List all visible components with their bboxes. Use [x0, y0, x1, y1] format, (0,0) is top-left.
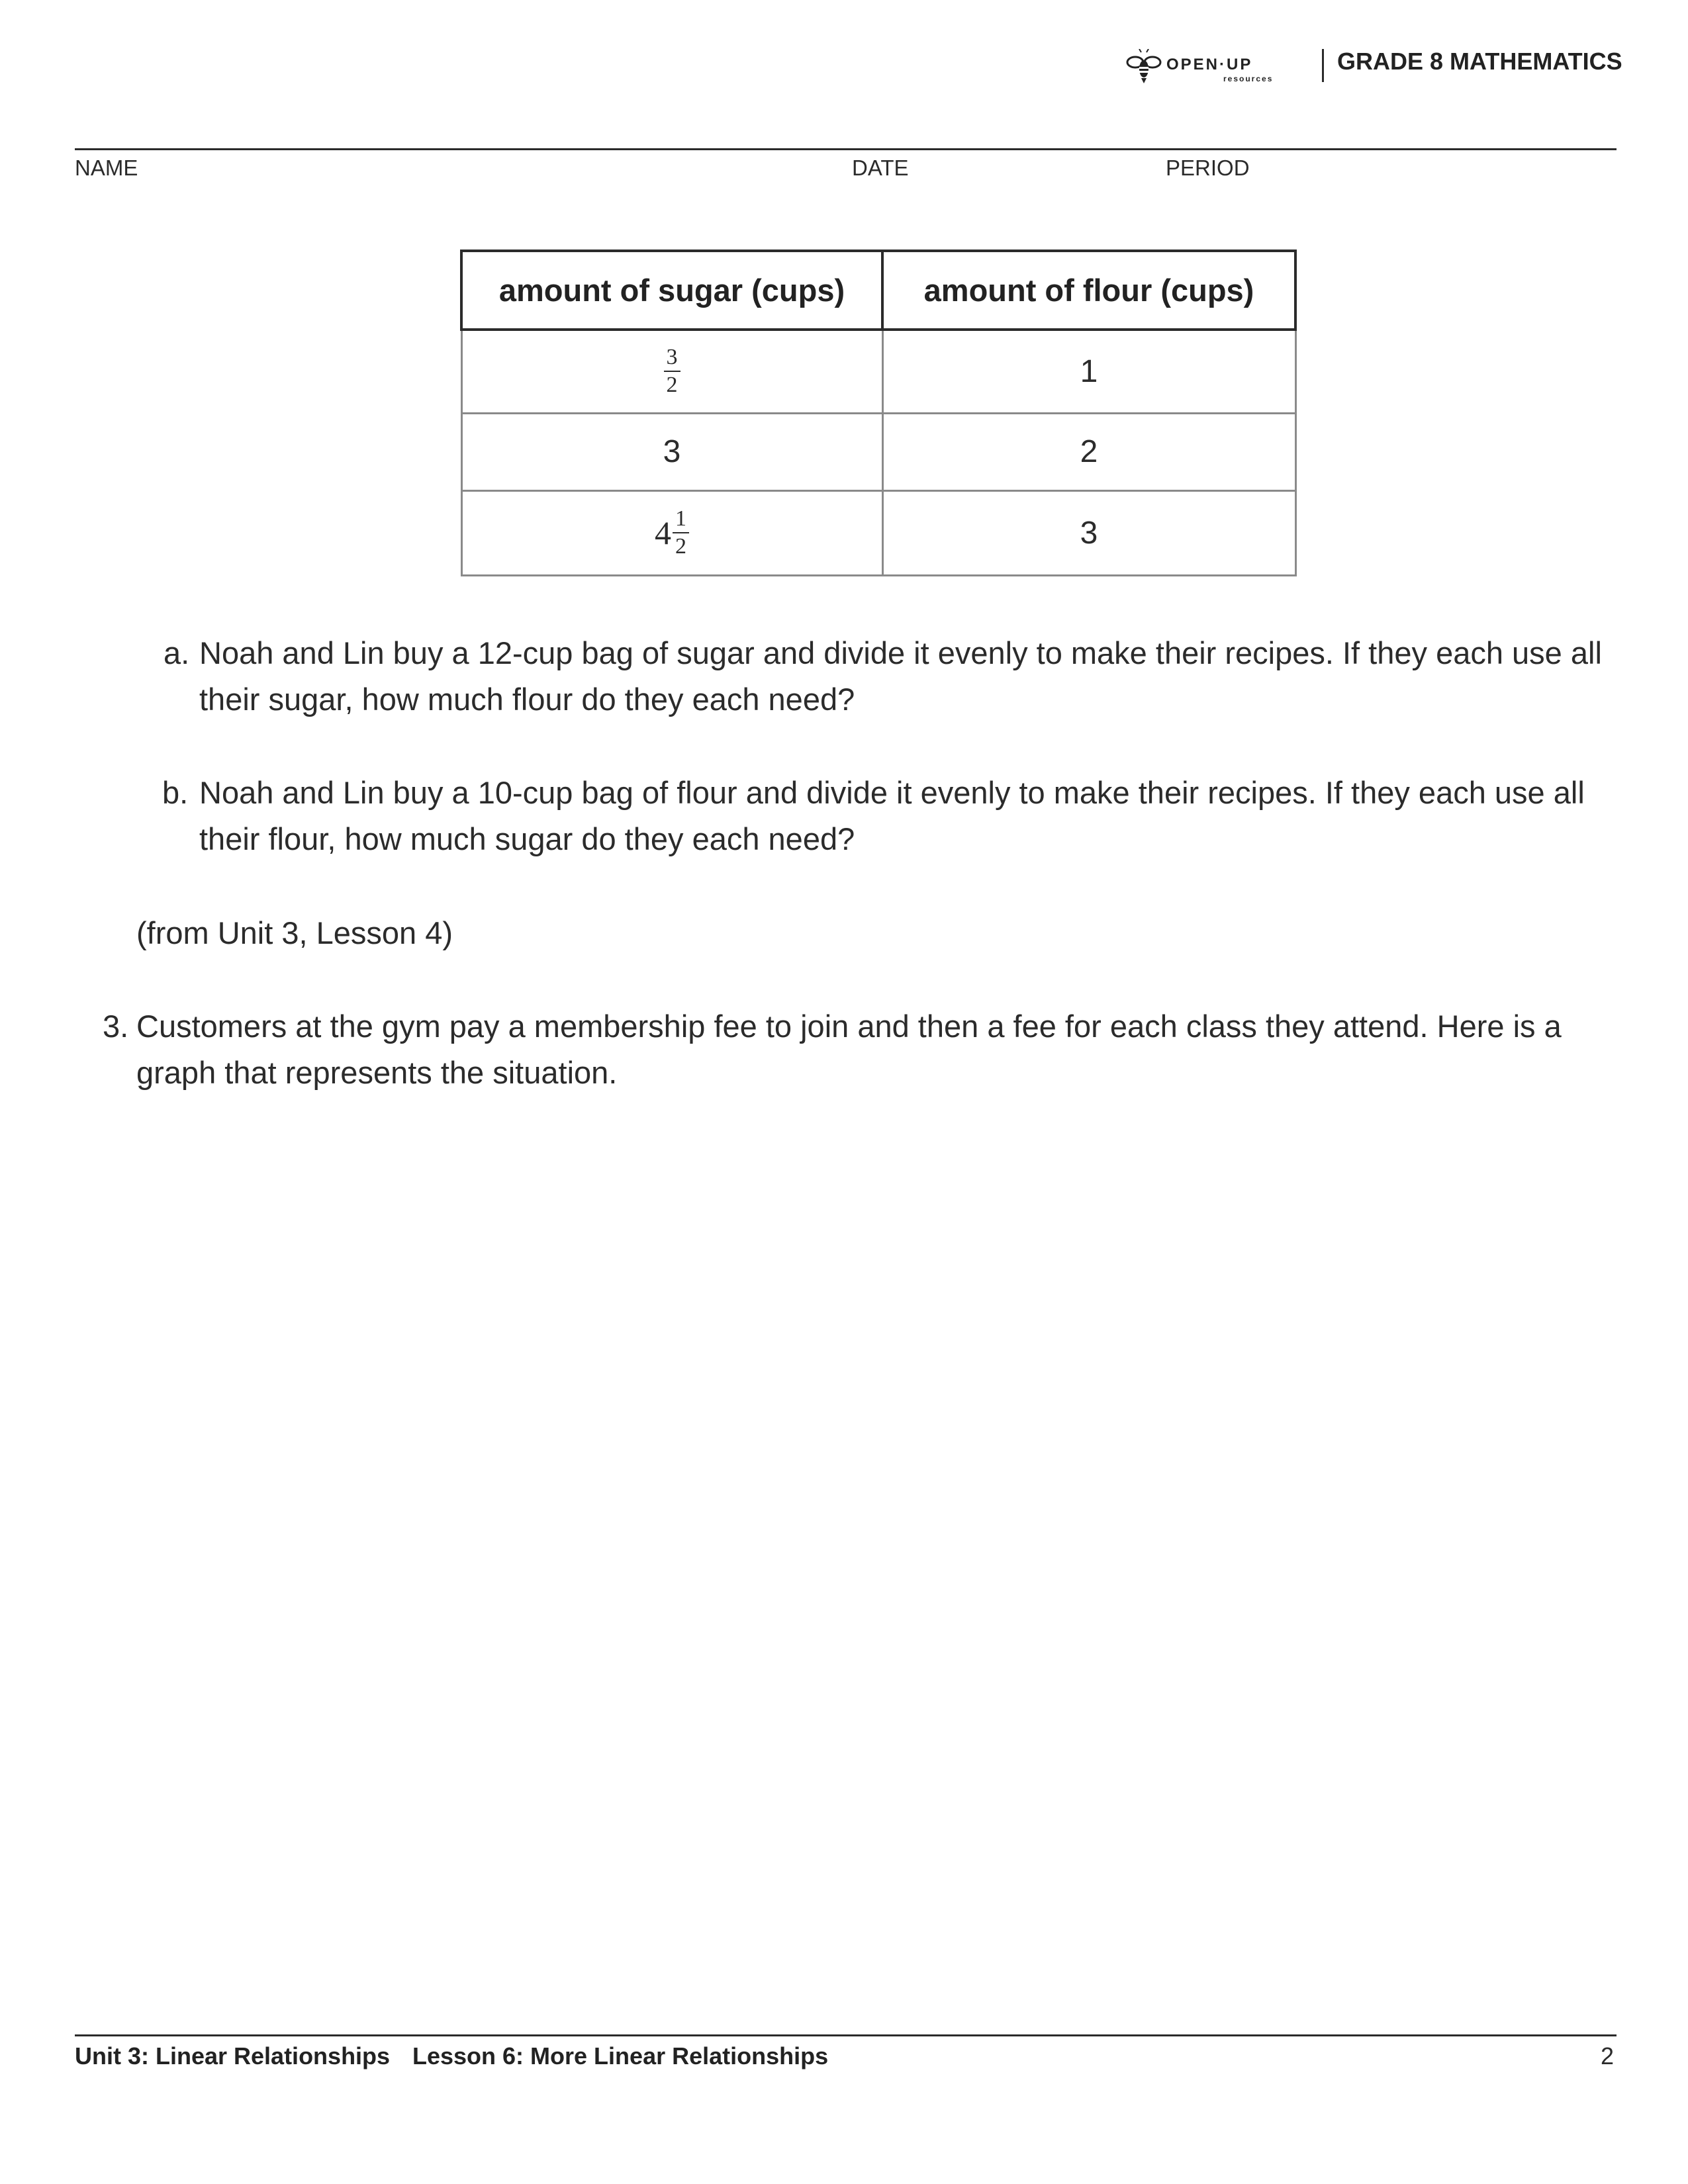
footer-unit: Unit 3: Linear Relationships — [75, 2042, 391, 2070]
fraction-denominator: 2 — [664, 371, 680, 396]
name-label: NAME — [75, 156, 138, 180]
column-header-flour: amount of flour (cups) — [882, 251, 1295, 330]
top-rule — [75, 148, 1617, 150]
fraction — [673, 508, 689, 558]
date-label: DATE — [852, 156, 909, 180]
open-up-resources-logo — [1125, 49, 1297, 89]
fraction-denominator: 2 — [673, 532, 689, 558]
flour-cell: 3 — [882, 490, 1295, 575]
footer-lesson: Lesson 6: More Linear Relationships — [412, 2042, 829, 2070]
logo-subtext: resources — [1223, 74, 1274, 83]
sugar-cell — [461, 490, 882, 575]
sugar-flour-table — [460, 250, 1297, 576]
table-header-row — [461, 251, 1295, 330]
bottom-rule — [75, 2034, 1617, 2036]
bee-icon — [1125, 49, 1162, 89]
header-divider — [1322, 49, 1324, 82]
part-a-text: Noah and Lin buy a 12-cup bag of sugar and divide it evenly to make their recipes. If they each use all their sugar, how much flour do they each need? — [199, 635, 1602, 717]
table-row — [461, 413, 1295, 490]
sugar-cell: 3 — [461, 413, 882, 490]
table-row — [461, 490, 1295, 575]
page-number: 2 — [1601, 2042, 1615, 2070]
fraction-numerator: 3 — [666, 345, 678, 370]
part-a-marker: a. — [164, 635, 190, 670]
table-row — [461, 330, 1295, 413]
column-header-sugar: amount of sugar (cups) — [461, 251, 882, 330]
fraction-numerator: 1 — [675, 506, 686, 531]
question-part-a — [0, 630, 1688, 723]
source-note: (from Unit 3, Lesson 4) — [136, 915, 453, 950]
sugar-cell — [461, 330, 882, 413]
course-title: GRADE 8 MATHEMATICS — [1337, 48, 1622, 75]
question-3-marker: 3. — [103, 1009, 129, 1044]
question-part-b — [0, 770, 1688, 862]
fraction — [664, 346, 680, 396]
flour-cell: 1 — [882, 330, 1295, 413]
part-b-text: Noah and Lin buy a 10-cup bag of flour and divide it evenly to make their recipes. If they each use all their flour, how much sugar do they each need? — [199, 775, 1585, 856]
flour-cell: 2 — [882, 413, 1295, 490]
logo-wordmark: OPEN·UP — [1166, 56, 1253, 73]
period-label: PERIOD — [1166, 156, 1250, 180]
question-3 — [0, 1003, 1688, 1096]
part-b-marker: b. — [162, 775, 189, 810]
question-3-text: Customers at the gym pay a membership fee to join and then a fee for each class they attend. Here is a graph that represents the situation. — [136, 1009, 1562, 1090]
mixed-number-whole: 4 — [655, 514, 671, 551]
